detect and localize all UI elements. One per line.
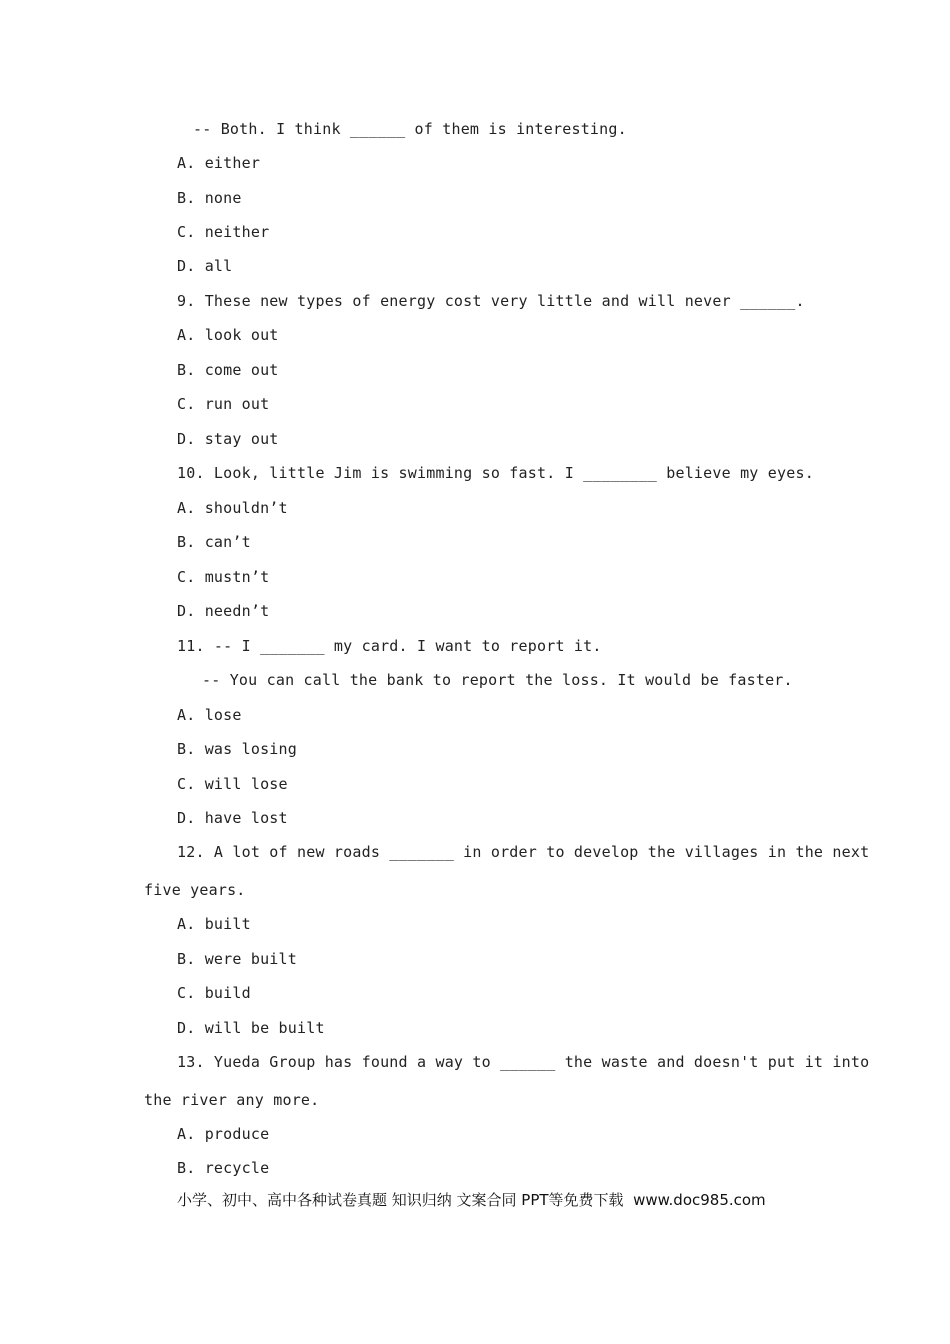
option-a: A. lose [177, 706, 242, 724]
option-a: A. shouldn’t [177, 499, 288, 517]
page-footer: 小学、初中、高中各种试卷真题 知识归纳 文案合同 PPT等免费下载 www.doc985.com [177, 1191, 766, 1209]
option-c: C. mustn’t [177, 568, 270, 586]
question-9: 9. These new types of energy cost very little and will never ______. [177, 292, 805, 310]
question-13-continuation: the river any more. [144, 1091, 320, 1109]
option-a: A. built [177, 915, 251, 933]
option-d: D. stay out [177, 430, 279, 448]
option-a: A. look out [177, 326, 279, 344]
option-a: A. produce [177, 1125, 270, 1143]
option-b: B. can’t [177, 533, 251, 551]
option-b: B. none [177, 189, 242, 207]
option-c: C. will lose [177, 775, 288, 793]
option-b: B. recycle [177, 1159, 270, 1177]
question-12: 12. A lot of new roads _______ in order to develop the villages in the next [177, 843, 870, 861]
option-c: C. neither [177, 223, 270, 241]
option-c: C. build [177, 984, 251, 1002]
option-b: B. were built [177, 950, 297, 968]
question-10: 10. Look, little Jim is swimming so fast. I ________ believe my eyes. [177, 464, 814, 482]
option-c: C. run out [177, 395, 270, 413]
question-11: 11. -- I _______ my card. I want to report it. [177, 637, 602, 655]
question-13: 13. Yueda Group has found a way to ______ the waste and doesn't put it into [177, 1053, 870, 1071]
dialogue-line: -- Both. I think ______ of them is interesting. [193, 120, 627, 138]
option-d: D. all [177, 257, 233, 275]
option-a: A. either [177, 154, 261, 172]
option-d: D. have lost [177, 809, 288, 827]
dialogue-line: -- You can call the bank to report the loss. It would be faster. [202, 671, 793, 689]
option-d: D. needn’t [177, 602, 270, 620]
question-12-continuation: five years. [144, 881, 246, 899]
option-b: B. come out [177, 361, 279, 379]
option-d: D. will be built [177, 1019, 325, 1037]
option-b: B. was losing [177, 740, 297, 758]
